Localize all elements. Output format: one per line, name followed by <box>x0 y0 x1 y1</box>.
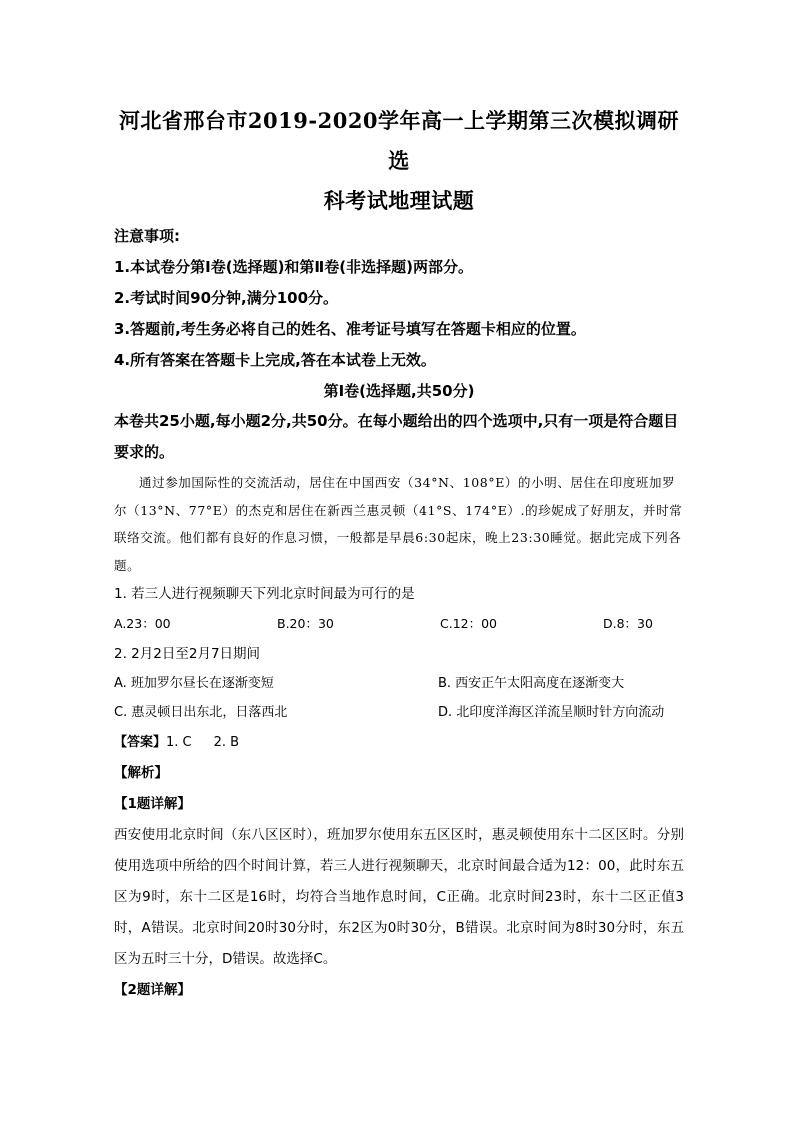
notice-item-3: 3.答题前,考生务必将自己的姓名、准考证号填写在答题卡相应的位置。 <box>114 320 586 338</box>
question-2-stem: 2. 2月2日至2月7日期间 <box>114 646 261 662</box>
notice-heading: 注意事项: <box>114 227 180 245</box>
question-2-options-row-2 <box>114 698 684 727</box>
answer-1: 1. C <box>166 735 192 750</box>
exam-title-line2: 科考试地理试题 <box>323 188 475 213</box>
detail-1-text: 西安使用北京时间（东八区区时），班加罗尔使用东五区区时，惠灵顿使用东十二区区时。分别使用选项中所给的四个时间计算，若三人进行视频聊天，北京时间最合适为12：00，此时东五区为9时，东十二区是16时，均符合当地作息时间，C正确。北京时间23时，东十二区正值3时，A错误。北京时间20时30分时，东2区为0时30分，B错误。北京时间为8时30分时，东五区为五时三十分，D错误。故选择C。 <box>114 827 684 967</box>
answer-2: 2. B <box>213 735 240 750</box>
question-1-option-d: D.8：30 <box>603 616 653 631</box>
question-1-option-c: C.12：00 <box>440 616 498 631</box>
exam-page <box>114 96 684 1006</box>
question-1-stem: 1. 若三人进行视频聊天下列北京时间最为可行的是 <box>114 586 415 602</box>
notice-item-2: 2.考试时间90分钟,满分100分。 <box>114 289 339 307</box>
question-2-options-row-1 <box>114 669 684 698</box>
section-intro: 本卷共25小题,每小题2分,共50分。在每小题给出的四个选项中,只有一项是符合题目要求的。 <box>114 412 679 461</box>
answer-line <box>114 727 684 758</box>
analysis-label: 【解析】 <box>114 765 168 781</box>
detail-1-heading: 【1题详解】 <box>114 796 191 812</box>
detail-2-heading: 【2题详解】 <box>114 982 191 998</box>
question-1-option-b: B.20：30 <box>277 616 334 631</box>
question-2-option-b: B. 西安正午太阳高度在逐渐变大 <box>438 676 625 691</box>
section-title: 第Ⅰ卷(选择题,共50分) <box>323 382 475 400</box>
question-1-options <box>114 609 684 639</box>
reading-passage: 通过参加国际性的交流活动，居住在中国西安（34°N、108°E）的小明、居住在印度班加罗尔（13°N、77°E）的杰克和居住在新西兰惠灵顿（41°S、174°E）.的珍妮成了好朋友，并时常联络交流。他们都有良好的作息习惯，一般都是早晨6:30起床，晚上23:30睡觉。据此完成下列各题。 <box>114 475 683 573</box>
notice-item-1: 1.本试卷分第Ⅰ卷(选择题)和第Ⅱ卷(非选择题)两部分。 <box>114 258 474 276</box>
notice-item-4: 4.所有答案在答题卡上完成,答在本试卷上无效。 <box>114 351 436 369</box>
answer-label: 【答案】 <box>114 735 167 750</box>
question-1-option-a: A.23：00 <box>114 616 171 631</box>
question-2-option-d: D. 北印度洋海区洋流呈顺时针方向流动 <box>438 705 665 720</box>
question-2-option-a: A. 班加罗尔昼长在逐渐变短 <box>114 676 274 691</box>
question-2-option-c: C. 惠灵顿日出东北，日落西北 <box>114 705 288 720</box>
exam-title-line1: 河北省邢台市2019-2020学年高一上学期第三次模拟调研选 <box>118 108 680 173</box>
